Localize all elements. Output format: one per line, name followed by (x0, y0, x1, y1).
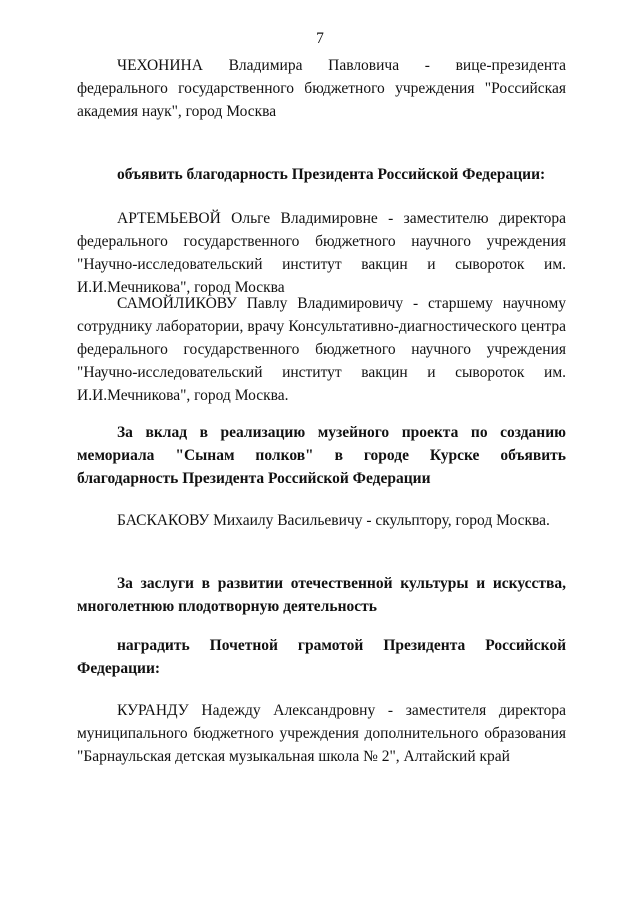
heading-text: наградить Почетной грамотой Президента Российской Федерации: (77, 637, 566, 677)
paragraph-text: КУРАНДУ Надежду Александровну - заместителя директора муниципального бюджетного учреждения дополнительного образования "Барнаульская детская музыкальная школа № 2", Алтайский край (77, 702, 566, 765)
paragraph-chekhonin (77, 54, 566, 123)
heading-gratitude (77, 163, 566, 186)
paragraph-text: БАСКАКОВУ Михаилу Васильевичу - скульптору, город Москва. (117, 512, 550, 529)
paragraph-baskakov (77, 509, 566, 532)
paragraph-text: САМОЙЛИКОВУ Павлу Владимировичу - старшему научному сотруднику лаборатории, врачу Консультативно-диагностического центра федерального государственного бюджетного научного учреждения "Научно-исследовательский институт вакцин и сывороток им. И.И.Мечникова", город Москва. (77, 295, 566, 404)
paragraph-samoilikov (77, 292, 566, 407)
heading-text: За заслуги в развитии отечественной культуры и искусства, многолетнюю плодотворную деятельность (77, 575, 566, 615)
paragraph-text: АРТЕМЬЕВОЙ Ольге Владимировне - заместителю директора федерального государственного бюджетного научного учреждения "Научно-исследовательский институт вакцин и сывороток им. И.И.Мечникова", город Москва (77, 210, 566, 296)
heading-honorary-diploma (77, 634, 566, 680)
page-number: 7 (316, 30, 324, 47)
paragraph-kuranda (77, 699, 566, 768)
heading-culture-merits (77, 572, 566, 618)
heading-text: За вклад в реализацию музейного проекта по созданию мемориала "Сынам полков" в городе Курске объявить благодарность Президента Российской Федерации (77, 424, 566, 487)
paragraph-text: ЧЕХОНИНА Владимира Павловича - вице-президента федерального государственного бюджетного учреждения "Российская академия наук", город Москва (77, 57, 566, 120)
heading-text: объявить благодарность Президента Российской Федерации: (117, 166, 546, 183)
heading-museum-project (77, 421, 566, 490)
paragraph-artemyeva (77, 207, 566, 299)
